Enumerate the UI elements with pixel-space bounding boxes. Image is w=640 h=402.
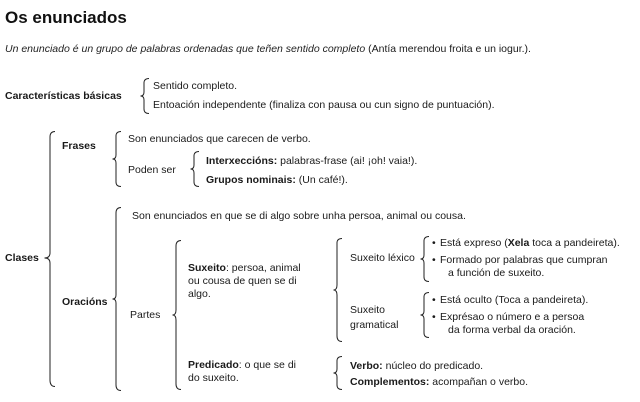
grupos-nominais-term: Grupos nominais: xyxy=(206,174,296,186)
frases-poden-ser: Poden ser xyxy=(128,164,176,176)
intro-lead: Un enunciado é un grupo de palabras ordenadas que teñen sentido completo xyxy=(5,43,366,55)
lexico-bullet-1-post: toca a pandeireta). xyxy=(529,237,620,249)
suxeito-line-2: ou cousa de quen se di xyxy=(188,275,297,287)
oracions-partes: Partes xyxy=(130,309,161,321)
intro-text xyxy=(5,43,531,56)
lexico-bullet-2-line-1: Formado por palabras que cumpran xyxy=(440,254,608,266)
verbo-text: núcleo do predicado. xyxy=(385,360,484,372)
frases-brace xyxy=(112,131,122,187)
lexico-bullet-2 xyxy=(440,254,608,280)
basic-features-label: Características básicas xyxy=(5,90,122,102)
predicado-definition xyxy=(188,359,296,385)
gramatical-label-line-2: gramatical xyxy=(350,319,399,331)
interxeccions-term: Interxeccións: xyxy=(206,155,278,167)
predicado-term: Predicado xyxy=(188,359,239,371)
frases-definition: Son enunciados que carecen de verbo. xyxy=(128,133,311,145)
predicado-line-2: do suxeito. xyxy=(188,372,239,384)
grupos-nominais-text: (Un café!). xyxy=(298,174,348,186)
oracions-brace xyxy=(112,207,122,391)
suxeito-brace xyxy=(333,238,343,342)
verbo-term: Verbo: xyxy=(350,360,383,372)
predicado-line-1: : o que se di xyxy=(238,359,296,371)
suxeito-line-1: : persoa, animal xyxy=(225,262,301,274)
page-title: Os enunciados xyxy=(5,8,127,27)
predicado-brace xyxy=(333,356,343,390)
basic-item-2: Entoación independente (finaliza con pausa ou cun signo de puntuación). xyxy=(153,99,495,111)
oracions-definition: Son enunciados en que se di algo sobre unha persoa, animal ou cousa. xyxy=(132,210,466,222)
interxeccions-text: palabras-frase (ai! ¡oh! vaia!). xyxy=(280,155,418,167)
suxeito-lexico-label: Suxeito léxico xyxy=(350,252,415,264)
basic-item-1: Sentido completo. xyxy=(153,80,238,92)
complementos-text: acompañan o verbo. xyxy=(432,376,528,388)
complementos-term: Complementos: xyxy=(350,376,430,388)
lexico-bullet-1-pre: Está expreso ( xyxy=(440,237,508,249)
gramatical-bullet-2-line-2: da forma verbal da oración. xyxy=(448,324,576,336)
suxeito-term: Suxeito xyxy=(188,262,226,274)
suxeito-gramatical-brace xyxy=(420,292,430,338)
frases-type-grupos xyxy=(206,174,348,187)
frases-label: Frases xyxy=(62,140,96,152)
suxeito-line-3: algo. xyxy=(188,288,211,300)
suxeito-gramatical-label xyxy=(350,303,398,333)
gramatical-bullet-2 xyxy=(440,311,584,337)
oracions-label: Oracións xyxy=(62,296,108,308)
suxeito-definition xyxy=(188,262,301,301)
lexico-bullet-1 xyxy=(440,237,620,250)
predicado-verbo xyxy=(350,360,483,373)
partes-brace xyxy=(172,240,182,390)
gramatical-bullet-2-line-1: Exprésao o número e a persoa xyxy=(440,311,585,323)
lexico-bullet-2-line-2: a función de suxeito. xyxy=(448,267,545,279)
suxeito-lexico-brace xyxy=(420,236,430,282)
classes-brace xyxy=(44,131,56,387)
lexico-bullet-1-bold: Xela xyxy=(507,237,530,249)
basic-brace xyxy=(140,78,150,114)
frases-types-brace xyxy=(190,151,200,187)
gramatical-bullet-1: • Está oculto (Toca a pandeireta). xyxy=(440,294,588,307)
gramatical-label-line-1: Suxeito xyxy=(350,304,386,316)
classes-label: Clases xyxy=(5,252,39,264)
frases-type-interxeccions xyxy=(206,155,417,168)
predicado-complementos xyxy=(350,376,528,389)
intro-example: (Antía merendou froita e un iogur.). xyxy=(368,43,531,55)
